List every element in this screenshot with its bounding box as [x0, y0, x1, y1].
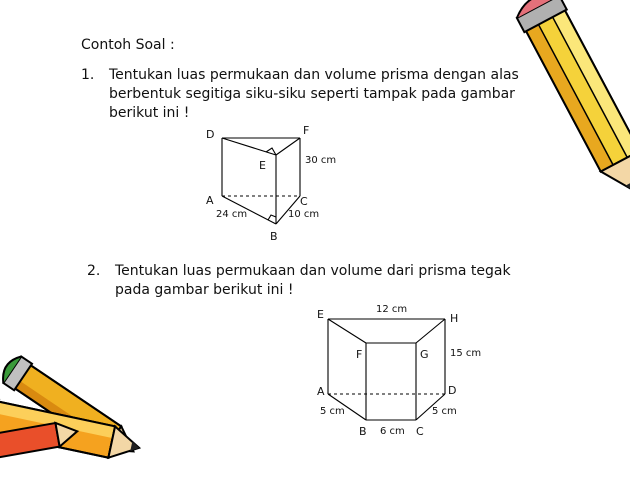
question-1-line: berikut ini !	[109, 105, 190, 121]
vertex-label-c2: C	[416, 425, 424, 438]
dimension-bc: 10 cm	[288, 209, 320, 220]
vertex-label-a2: A	[317, 385, 325, 398]
question-2-number: 2.	[87, 263, 101, 279]
dimension-top: 12 cm	[376, 304, 408, 315]
right-angle-mark-bottom	[268, 215, 276, 220]
vertex-label-d: D	[206, 128, 215, 141]
vertex-label-g: G	[420, 348, 429, 361]
dimension-bc2: 6 cm	[380, 426, 405, 437]
vertex-label-e: E	[259, 159, 266, 172]
question-1-number: 1.	[81, 67, 95, 83]
pencils-icon	[0, 353, 143, 466]
vertex-label-f2: F	[356, 348, 363, 361]
vertex-label-b: B	[270, 230, 278, 243]
vertex-label-a: A	[206, 194, 214, 207]
vertex-label-b2: B	[359, 425, 367, 438]
vertex-label-c: C	[300, 195, 308, 208]
question-1-line: berbentuk segitiga siku-siku seperti tampak pada gambar	[109, 86, 515, 102]
dimension-height: 30 cm	[305, 155, 337, 166]
dimension-height2: 15 cm	[450, 348, 482, 359]
vertex-label-h: H	[450, 312, 459, 325]
edge-hg	[416, 319, 445, 343]
question-2-line: pada gambar berikut ini !	[115, 282, 294, 298]
dimension-cd2: 5 cm	[432, 406, 457, 417]
question-1-line: Tentukan luas permukaan dan volume prisma dengan alas	[109, 67, 519, 83]
vertex-label-d2: D	[448, 384, 457, 397]
question-2-line: Tentukan luas permukaan dan volume dari prisma tegak	[115, 263, 511, 279]
heading: Contoh Soal :	[81, 37, 175, 53]
vertex-label-f: F	[303, 124, 310, 137]
dimension-ab2: 5 cm	[320, 406, 345, 417]
edge-fe	[276, 138, 300, 155]
dimension-ab: 24 cm	[216, 209, 248, 220]
vertex-label-e2: E	[317, 308, 324, 321]
pencil-icon	[512, 0, 638, 203]
edge-ef	[328, 319, 366, 343]
trapezoid-prism-figure	[328, 319, 445, 420]
edge-de	[222, 138, 276, 155]
